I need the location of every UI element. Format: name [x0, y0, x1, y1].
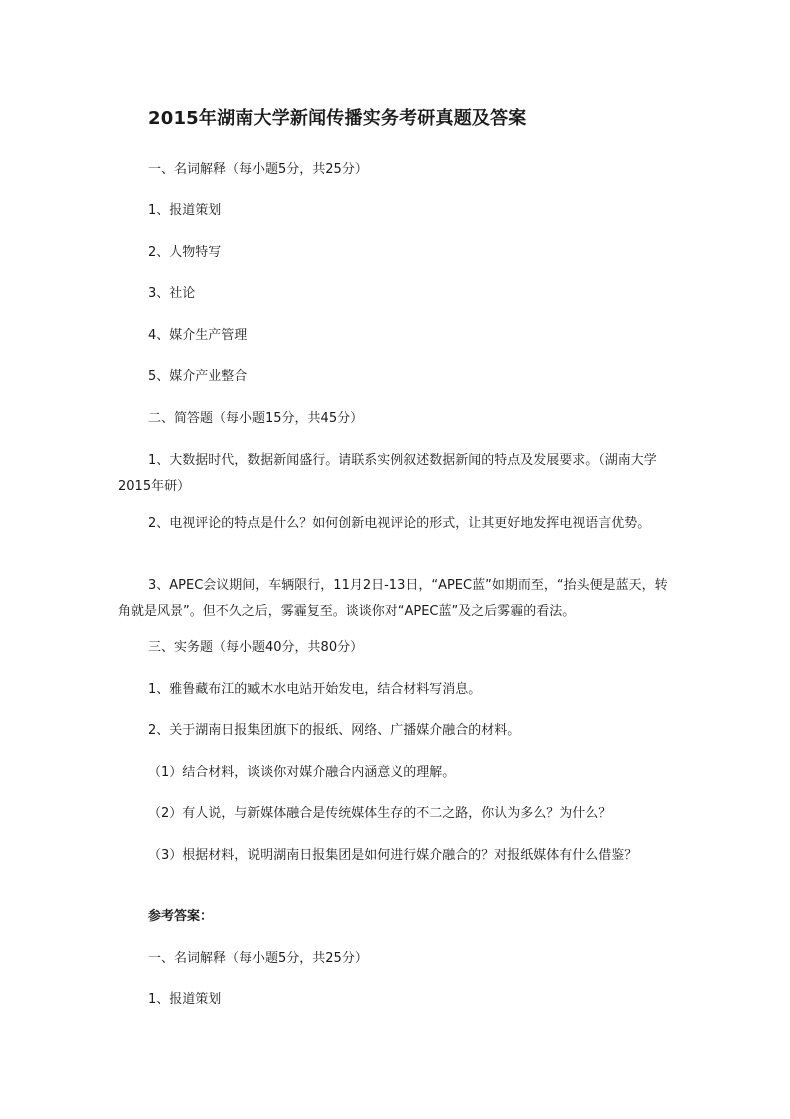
list-item: 1、报道策划 [148, 203, 222, 218]
sub-question: （1）结合材料，谈谈你对媒介融合内涵意义的理解。 [148, 765, 456, 780]
question-paragraph: 2、电视评论的特点是什么？如何创新电视评论的形式，让其更好地发挥电视语言优势。 [148, 516, 651, 531]
section3-heading: 三、实务题（每小题40分，共80分） [148, 640, 364, 655]
section1-heading: 一、名词解释（每小题5分，共25分） [148, 162, 368, 177]
sub-question: （3）根据材料，说明湖南日报集团是如何进行媒介融合的？对报纸媒体有什么借鉴？ [148, 848, 638, 863]
list-item: 1、报道策划 [148, 992, 222, 1007]
answers-heading: 参考答案： [148, 909, 214, 924]
list-item: 4、媒介生产管理 [148, 328, 248, 343]
list-item: 5、媒介产业整合 [148, 369, 248, 384]
list-item: 2、人物特写 [148, 245, 222, 260]
sub-question: （2）有人说，与新媒体融合是传统媒体生存的不二之路，你认为多么？为什么？ [148, 806, 612, 821]
question-paragraph: 3、APEC会议期间，车辆限行，11月2日-13日，“APEC蓝”如期而至，“抬头便是蓝天，转角就是风景”。但不久之后，雾霾复至。谈谈你对“APEC蓝”及之后雾霾的看法。 [118, 578, 668, 619]
answers-section1-heading: 一、名词解释（每小题5分，共25分） [148, 951, 368, 966]
list-item: 3、社论 [148, 286, 196, 301]
section2-heading: 二、简答题（每小题15分，共45分） [148, 411, 364, 426]
list-item: 2、关于湖南日报集团旗下的报纸、网络、广播媒介融合的材料。 [148, 723, 521, 738]
document-title: 2015年湖南大学新闻传播实务考研真题及答案 [148, 108, 527, 129]
list-item: 1、雅鲁藏布江的臧木水电站开始发电，结合材料写消息。 [148, 682, 482, 697]
question-paragraph: 1、大数据时代，数据新闻盛行。请联系实例叙述数据新闻的特点及发展要求。（湖南大学2015年研） [118, 453, 657, 494]
